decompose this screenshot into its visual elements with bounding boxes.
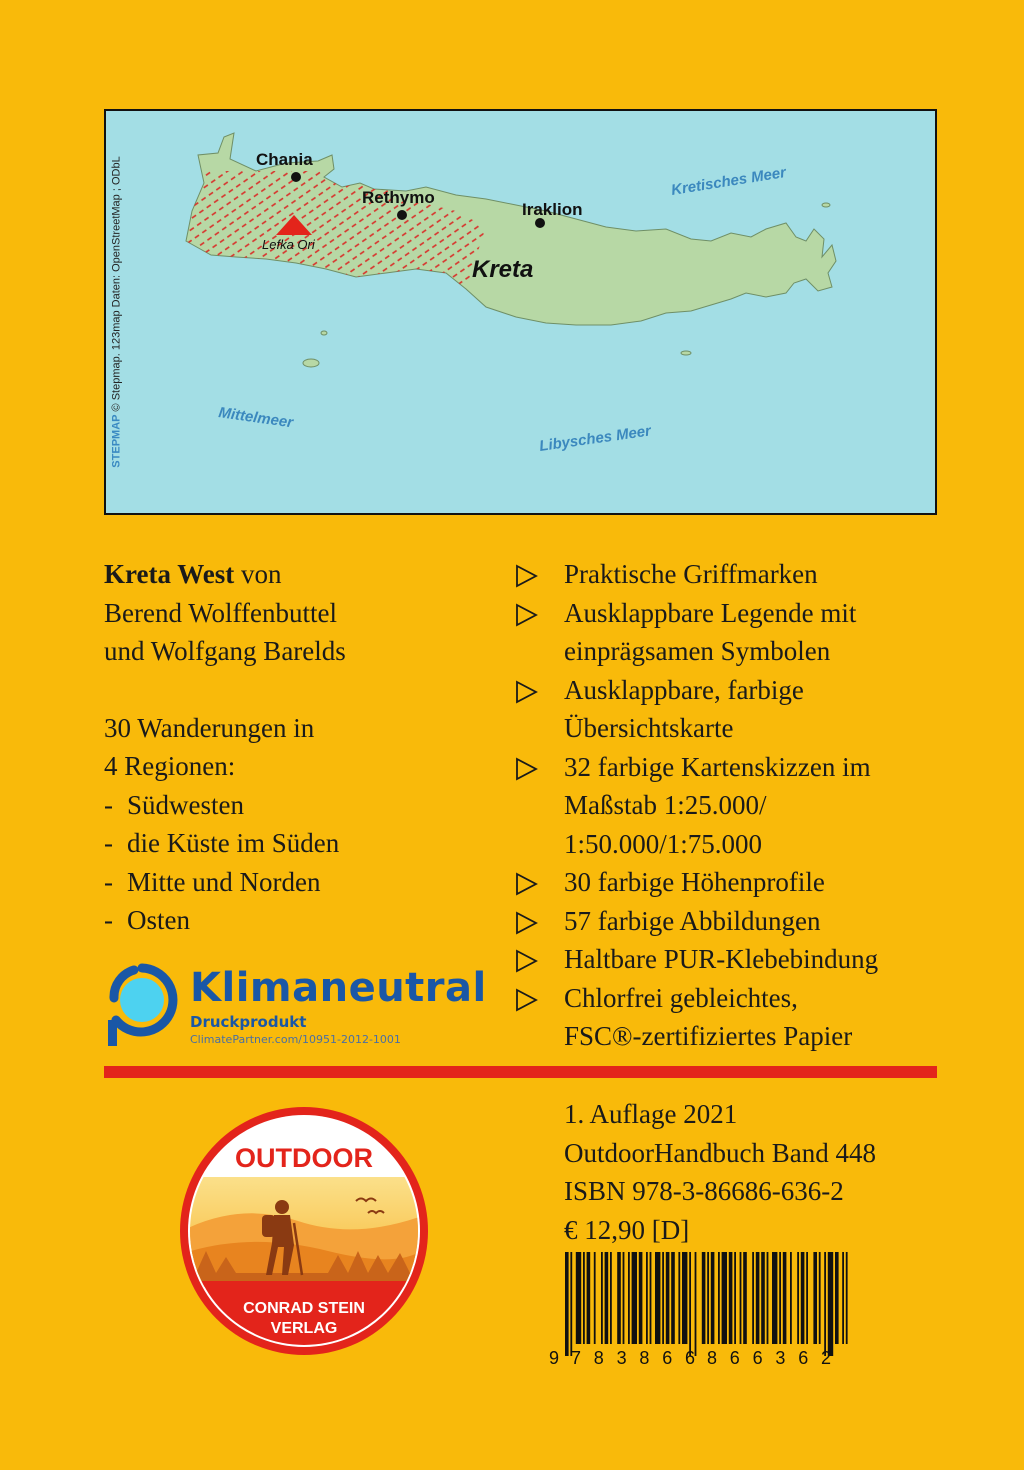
sea-label-mittelmeer: Mittelmeer xyxy=(217,404,295,432)
city-label-rethymo: Rethymo xyxy=(362,188,435,207)
barcode-bar xyxy=(813,1252,817,1344)
barcode-bar xyxy=(646,1252,648,1344)
book-title: Kreta West xyxy=(104,559,235,589)
barcode-bar xyxy=(623,1252,625,1344)
badge-top-label: OUTDOOR xyxy=(235,1143,373,1173)
isbn: ISBN 978-3-86686-636-2 xyxy=(564,1176,844,1206)
klimaneutral-logo xyxy=(104,962,504,1052)
barcode-bar xyxy=(722,1252,727,1344)
triangle-bullet-icon xyxy=(514,680,538,704)
barcode-bar xyxy=(828,1252,833,1356)
islet xyxy=(303,359,319,367)
feature-line: Ausklappbare Legende mit xyxy=(564,597,857,628)
feature-item xyxy=(514,979,934,1056)
klimaneutral-subtitle: Druckprodukt xyxy=(190,1013,307,1031)
feature-line: Maßstab 1:25.000/ xyxy=(564,790,767,820)
barcode xyxy=(549,1252,857,1370)
barcode-bar xyxy=(628,1252,630,1344)
barcode-bar xyxy=(790,1252,792,1344)
title-line xyxy=(104,555,504,594)
city-dot-chania xyxy=(291,172,301,182)
feature-list xyxy=(514,555,934,1056)
barcode-bar xyxy=(662,1252,664,1344)
triangle-bullet-icon xyxy=(514,872,538,896)
region-item: - Osten xyxy=(104,905,190,935)
barcode-bar xyxy=(617,1252,621,1344)
klimaneutral-title: Klimaneutral xyxy=(190,965,487,1011)
city-label-iraklion: Iraklion xyxy=(522,200,583,219)
barcode-bar xyxy=(605,1252,609,1344)
hikes-line-2: 4 Regionen: xyxy=(104,751,236,781)
barcode-bar xyxy=(565,1252,569,1356)
badge-graphic xyxy=(178,1105,430,1357)
barcode-graphic xyxy=(549,1252,857,1370)
barcode-bar xyxy=(639,1252,643,1344)
city-label-chania: Chania xyxy=(256,150,313,169)
climate-partner-icon xyxy=(104,962,184,1052)
feature-line: einprägsamen Symbolen xyxy=(564,636,831,666)
barcode-bar xyxy=(689,1252,691,1356)
book-info xyxy=(104,555,504,940)
map-canvas xyxy=(106,111,935,513)
feature-item xyxy=(514,902,934,941)
barcode-digits-right: 866362 xyxy=(707,1348,831,1368)
barcode-bar xyxy=(594,1252,596,1344)
publication-info xyxy=(564,1095,876,1249)
klimaneutral-url: ClimatePartner.com/10951-2012-1001 xyxy=(190,1033,401,1046)
edition: 1. Auflage 2021 xyxy=(564,1099,738,1129)
feature-line: 1:50.000/1:75.000 xyxy=(564,828,763,859)
feature-line: Praktische Griffmarken xyxy=(564,559,818,589)
barcode-bar xyxy=(740,1252,742,1344)
badge-publisher-line-1: CONRAD STEIN xyxy=(243,1300,365,1317)
outdoor-badge xyxy=(178,1105,430,1357)
badge-publisher-line-2: VERLAG xyxy=(270,1320,338,1337)
barcode-bar xyxy=(779,1252,781,1344)
region-item: - Südwesten xyxy=(104,789,244,820)
barcode-bar xyxy=(678,1252,680,1344)
barcode-bar xyxy=(761,1252,765,1344)
by-word: von xyxy=(234,559,282,589)
triangle-bullet-icon xyxy=(514,949,538,973)
barcode-bar xyxy=(702,1252,706,1344)
price: € 12,90 [D] xyxy=(564,1214,690,1245)
crete-map xyxy=(104,109,937,515)
barcode-bar xyxy=(610,1252,612,1344)
barcode-bar xyxy=(707,1252,709,1344)
barcode-bar xyxy=(695,1252,697,1356)
feature-item xyxy=(514,940,934,979)
authors-line-2: und Wolfgang Barelds xyxy=(104,636,346,666)
barcode-bar xyxy=(824,1252,826,1356)
feature-line: 57 farbige Abbildungen xyxy=(564,905,821,936)
region-item: - Mitte und Norden xyxy=(104,866,321,897)
hikes-line-1: 30 Wanderungen in xyxy=(104,712,315,743)
barcode-digit-lead: 9 xyxy=(549,1348,560,1368)
barcode-bar xyxy=(632,1252,637,1344)
triangle-bullet-icon xyxy=(514,911,538,935)
barcode-bar xyxy=(601,1252,603,1344)
barcode-bar xyxy=(819,1252,821,1344)
feature-line: 32 farbige Kartenskizzen im xyxy=(564,751,871,782)
sea-label-libysches: Libysches Meer xyxy=(538,422,653,455)
feature-item xyxy=(514,748,934,864)
region-item: - die Küste im Süden xyxy=(104,828,340,858)
barcode-bar xyxy=(650,1252,652,1344)
barcode-bar xyxy=(806,1252,808,1344)
barcode-bar xyxy=(797,1252,799,1344)
feature-line: Chlorfrei gebleichtes, xyxy=(564,982,798,1013)
triangle-bullet-icon xyxy=(514,603,538,627)
barcode-bar xyxy=(772,1252,777,1344)
map-credit xyxy=(106,111,128,513)
sea-label-kretisches: Kretisches Meer xyxy=(669,164,788,199)
barcode-bar xyxy=(682,1252,687,1344)
barcode-bar xyxy=(752,1252,754,1344)
barcode-bar xyxy=(846,1252,848,1344)
barcode-bar xyxy=(743,1252,747,1344)
red-divider xyxy=(104,1066,937,1078)
islet xyxy=(822,203,830,207)
barcode-digits-left: 783866 xyxy=(571,1348,695,1368)
barcode-bar xyxy=(729,1252,733,1344)
city-dot-iraklion xyxy=(535,218,545,228)
authors-line-1: Berend Wolffenbuttel xyxy=(104,597,338,628)
barcode-bar xyxy=(835,1252,839,1344)
feature-item xyxy=(514,555,934,594)
triangle-bullet-icon xyxy=(514,564,538,588)
series: OutdoorHandbuch Band 448 xyxy=(564,1137,876,1168)
hiking-region-hatch xyxy=(184,171,486,289)
island-label: Kreta xyxy=(472,256,534,283)
barcode-bar xyxy=(734,1252,736,1344)
mountain-label: Lefka Ori xyxy=(262,237,315,252)
barcode-bar xyxy=(801,1252,805,1344)
barcode-bar xyxy=(783,1252,787,1344)
triangle-bullet-icon xyxy=(514,757,538,781)
feature-item xyxy=(514,671,934,748)
barcode-bar xyxy=(583,1252,585,1344)
map-credit-text: © Stepmap. 123map Daten: OpenStreetMap ; ODbL xyxy=(111,156,124,412)
barcode-bar xyxy=(767,1252,769,1344)
barcode-bar xyxy=(576,1252,581,1344)
triangle-bullet-icon xyxy=(514,988,538,1012)
feature-line: Haltbare PUR-Klebebindung xyxy=(564,944,879,974)
barcode-bar xyxy=(842,1252,844,1344)
barcode-bar xyxy=(655,1252,660,1344)
feature-line: Übersichtskarte xyxy=(564,713,734,743)
barcode-bar xyxy=(711,1252,715,1344)
barcode-bar xyxy=(671,1252,675,1344)
barcode-bar xyxy=(570,1252,572,1356)
feature-line: 30 farbige Höhenprofile xyxy=(564,867,825,897)
islet xyxy=(681,351,691,355)
barcode-bar xyxy=(587,1252,591,1344)
feature-item xyxy=(514,863,934,902)
islet xyxy=(321,331,327,335)
feature-line: FSC®-zertifiziertes Papier xyxy=(564,1021,853,1051)
barcode-bar xyxy=(756,1252,760,1344)
feature-item xyxy=(514,594,934,671)
barcode-bar xyxy=(718,1252,720,1344)
stepmap-logo: STEPMAP xyxy=(111,414,124,468)
barcode-bar xyxy=(666,1252,670,1344)
feature-line: Ausklappbare, farbige xyxy=(564,674,804,705)
city-dot-rethymo xyxy=(397,210,407,220)
